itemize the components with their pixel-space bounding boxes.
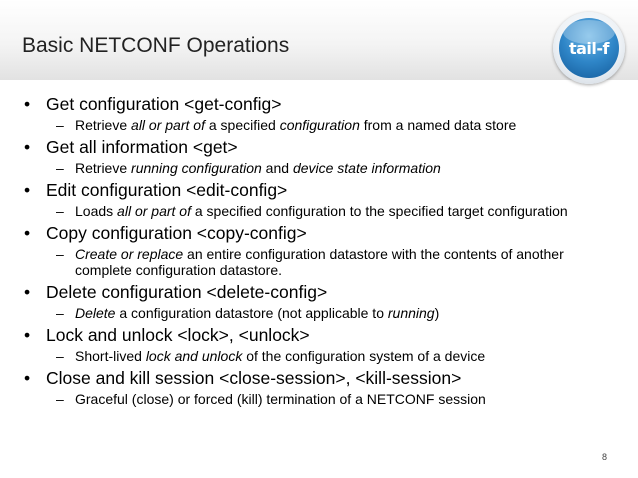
bullet-heading-text: Delete configuration <delete-config> <box>46 282 328 302</box>
sub-bullet <box>0 391 638 407</box>
dash-icon: – <box>56 305 64 321</box>
sub-bullet-emphasis: Create or replace <box>75 246 184 262</box>
bullet-heading-text: Get all information <get> <box>46 137 238 157</box>
bullet-heading <box>0 94 638 114</box>
dash-icon: – <box>56 117 64 133</box>
bullet-heading-text: Edit configuration <edit-config> <box>46 180 288 200</box>
slide-header <box>0 0 638 80</box>
bullet-dot-icon: • <box>24 137 31 157</box>
bullet-dot-icon: • <box>24 94 31 114</box>
sub-bullet-text: a specified configuration to the specified target configuration <box>190 203 568 219</box>
bullet-dot-icon: • <box>24 223 31 243</box>
sub-bullet-text: from a named data store <box>359 117 517 133</box>
dash-icon: – <box>56 348 64 364</box>
sub-bullet <box>0 305 638 321</box>
sub-bullet-text: Loads <box>75 203 118 219</box>
sub-bullet <box>0 160 638 176</box>
bullet-heading-text: Get configuration <get-config> <box>46 94 282 114</box>
bullet-dot-icon: • <box>24 325 31 345</box>
bullet-heading-text: Close and kill session <close-session>, <kill-session> <box>46 368 462 388</box>
sub-bullet-emphasis: lock and unlock <box>145 348 243 364</box>
sub-bullet <box>0 246 638 278</box>
sub-bullet-emphasis: device state information <box>292 160 441 176</box>
bullet-heading <box>0 325 638 345</box>
bullet-item <box>0 282 638 321</box>
bullet-heading <box>0 180 638 200</box>
bullet-item <box>0 94 638 133</box>
sub-bullet-text: ) <box>434 305 440 321</box>
page-number: 8 <box>602 452 608 462</box>
sub-bullet-emphasis: Delete <box>75 305 116 321</box>
bullet-item <box>0 325 638 364</box>
dash-icon: – <box>56 391 64 407</box>
logo-badge <box>559 18 619 78</box>
bullet-item <box>0 180 638 219</box>
sub-bullet-text: Retrieve <box>75 160 132 176</box>
bullet-heading <box>0 223 638 243</box>
sub-bullet <box>0 348 638 364</box>
bullet-item <box>0 137 638 176</box>
sub-bullet-text: an entire configuration datastore with the contents of another complete configuration datastore. <box>75 246 564 278</box>
sub-bullet-emphasis: configuration <box>279 117 360 133</box>
sub-bullet-emphasis: running configuration <box>131 160 262 176</box>
dash-icon: – <box>56 160 64 176</box>
sub-bullet-emphasis: all or part of <box>117 203 191 219</box>
bullet-heading <box>0 282 638 302</box>
bullet-heading-text: Copy configuration <copy-config> <box>46 223 307 243</box>
dash-icon: – <box>56 246 64 262</box>
sub-bullet-emphasis: all or part of <box>131 117 205 133</box>
sub-bullet-text: Retrieve <box>75 117 132 133</box>
bullet-list <box>0 94 638 411</box>
sub-bullet <box>0 203 638 219</box>
sub-bullet-text: a configuration datastore (not applicable to <box>115 305 388 321</box>
bullet-dot-icon: • <box>24 282 31 302</box>
sub-bullet-text: a specified <box>204 117 280 133</box>
sub-bullet <box>0 117 638 133</box>
logo-text: tail-f <box>568 38 609 58</box>
tail-f-logo <box>553 12 625 84</box>
slide-title: Basic NETCONF Operations <box>22 34 290 57</box>
bullet-item <box>0 223 638 278</box>
bullet-heading <box>0 137 638 157</box>
bullet-dot-icon: • <box>24 368 31 388</box>
bullet-heading <box>0 368 638 388</box>
sub-bullet-emphasis: running <box>387 305 435 321</box>
sub-bullet-text: Short-lived <box>75 348 146 364</box>
bullet-dot-icon: • <box>24 180 31 200</box>
bullet-item <box>0 368 638 407</box>
sub-bullet-text: of the configuration system of a device <box>242 348 486 364</box>
sub-bullet-text: Graceful (close) or forced (kill) termination of a NETCONF session <box>75 391 486 407</box>
bullet-heading-text: Lock and unlock <lock>, <unlock> <box>46 325 310 345</box>
sub-bullet-text: and <box>261 160 293 176</box>
dash-icon: – <box>56 203 64 219</box>
